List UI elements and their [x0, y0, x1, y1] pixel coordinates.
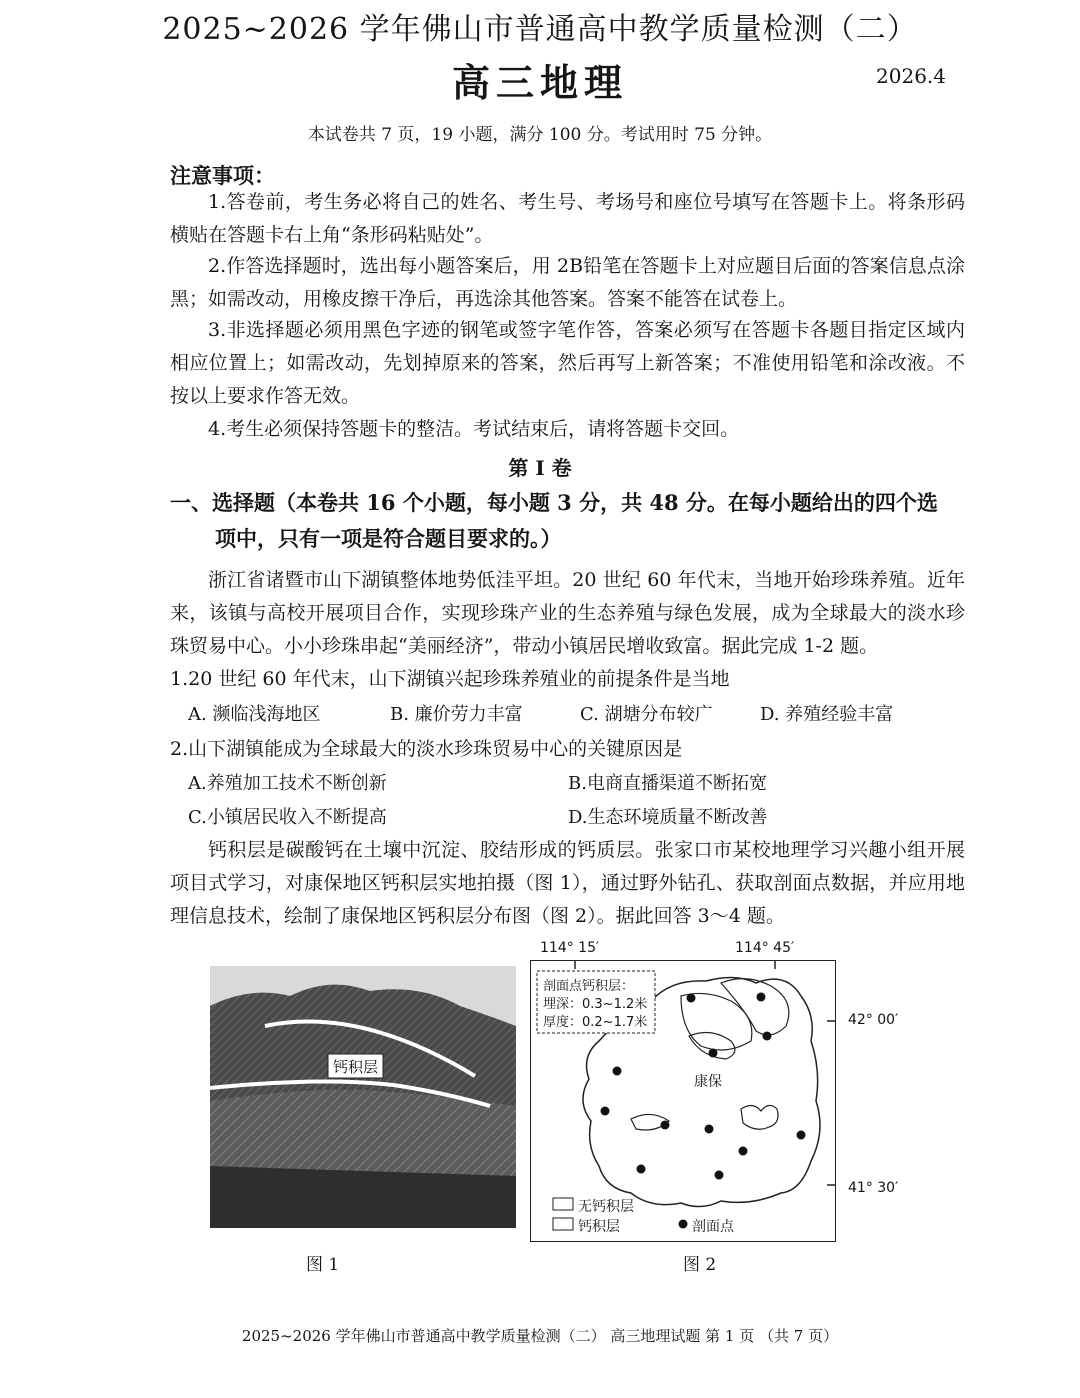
question-1-option-c: C. 湖塘分布较广: [580, 704, 713, 725]
question-1-stem: 1.20 世纪 60 年代末，山下湖镇兴起珍珠养殖业的前提条件是当地: [170, 668, 730, 690]
figure-2-caption: 图 2: [683, 1255, 717, 1275]
figure-1-caption: 图 1: [306, 1255, 340, 1275]
section-heading-line2: 项中，只有一项是符合题目要求的。）: [215, 526, 562, 551]
page-footer: 2025~2026 学年佛山市普通高中教学质量检测（二） 高三地理试题 第 1 页 （共 7 页）: [241, 1327, 839, 1345]
question-2-option-b: B.电商直播渠道不断拓宽: [568, 773, 767, 794]
section-heading: [170, 485, 970, 557]
question-1-option-b: B. 廉价劳力丰富: [390, 704, 523, 725]
longitude-label-1: 114° 15′: [540, 940, 600, 956]
question-2-option-c: C.小镇居民收入不断提高: [188, 807, 387, 828]
exam-date: 2026.4: [876, 64, 946, 88]
question-1-option-d: D. 养殖经验丰富: [760, 704, 894, 725]
subject-title: 高三地理: [451, 60, 628, 105]
part-title: 第 I 卷: [508, 456, 572, 480]
question-2-option-a: A.养殖加工技术不断创新: [188, 773, 387, 794]
longitude-label-2: 114° 45′: [735, 940, 795, 956]
latitude-label-1: 42° 00′: [848, 1012, 899, 1028]
passage-1: 浙江省诸暨市山下湖镇整体地势低洼平坦。20 世纪 60 年代末，当地开始珍珠养殖。近年来，该镇与高校开展项目合作，实现珍珠产业的生态养殖与绿色发展，成为全球最大的淡水珍珠贸易中心。小小珍珠串起“美丽经济”，带动小镇居民增收致富。据此完成 1-2 题。: [170, 569, 965, 657]
figure-1-photo: [210, 966, 516, 1228]
notes-heading: 注意事项：: [170, 163, 275, 188]
calcic-layer-label: 钙积层: [332, 1058, 378, 1076]
section-heading-line1: 一、选择题（本卷共 16 个小题，每小题 3 分，共 48 分。在每小题给出的四个选: [170, 490, 938, 515]
profile-box-title: 剖面点钙积层：: [543, 979, 635, 994]
latitude-label-2: 41° 30′: [848, 1180, 899, 1196]
legend-profile-point: 剖面点: [692, 1219, 734, 1235]
passage-2: 钙积层是碳酸钙在土壤中沉淀、胶结形成的钙质层。张家口市某校地理学习兴趣小组开展项目式学习，对康保地区钙积层实地拍摄（图 1），通过野外钻孔、获取剖面点数据，并应用地理信息技术，绘制了康保地区钙积层分布图（图 2）。据此回答 3～4 题。: [170, 839, 965, 927]
profile-box-depth: 埋深：0.3~1.2米: [543, 997, 648, 1012]
note-item-3: 3.非选择题必须用黑色字迹的钢笔或签字笔作答，答案必须写在答题卡各题目指定区域内相应位置上；如需改动，先划掉原来的答案，然后再写上新答案；不准使用铅笔和涂改液。不按以上要求作答无效。: [170, 319, 965, 407]
note-item-2: 2.作答选择题时，选出每小题答案后，用 2B铅笔在答题卡上对应题目后面的答案信息点涂黑；如需改动，用橡皮擦干净后，再选涂其他答案。答案不能答在试卷上。: [170, 255, 965, 310]
legend-calcic-layer: 钙积层: [578, 1219, 620, 1235]
note-item-1: 1.答卷前，考生务必将自己的姓名、考生号、考场号和座位号填写在答题卡上。将条形码横贴在答题卡右上角“条形码粘贴处”。: [170, 191, 965, 246]
note-item-4: 4.考生必须保持答题卡的整洁。考试结束后，请将答题卡交回。: [208, 418, 740, 440]
legend-no-calcic-layer: 无钙积层: [578, 1199, 634, 1215]
profile-box-thickness: 厚度：0.2~1.7米: [543, 1015, 648, 1030]
town-label-kangbao: 康保: [694, 1074, 722, 1090]
exam-info: 本试卷共 7 页，19 小题，满分 100 分。考试用时 75 分钟。: [307, 125, 773, 145]
soil-profile-image: [210, 966, 516, 1228]
figure-2-map: [530, 960, 836, 1242]
question-2-option-d: D.生态环境质量不断改善: [568, 807, 768, 828]
question-1-option-a: A. 濒临浅海地区: [188, 704, 321, 725]
exam-title: 2025~2026 学年佛山市普通高中教学质量检测（二）: [162, 12, 918, 47]
question-2-stem: 2.山下湖镇能成为全球最大的淡水珍珠贸易中心的关键原因是: [170, 738, 683, 760]
